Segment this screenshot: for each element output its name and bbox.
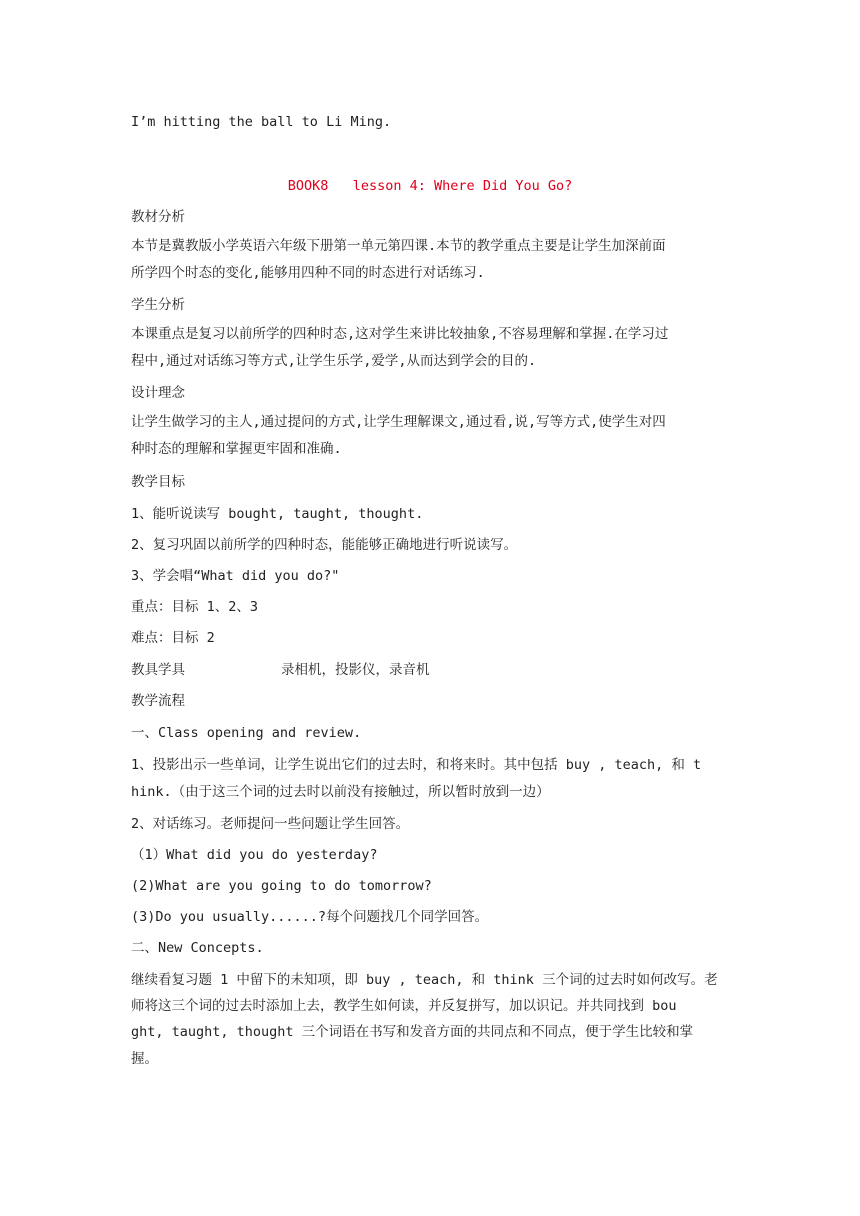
question-2: (2)What are you going to do tomorrow?: [131, 878, 432, 894]
part-1-item-2: 2、对话练习。老师提问一些问题让学生回答。: [131, 816, 410, 832]
goal-item-2: 2、复习巩固以前所学的四种时态，能能够正确地进行听说读写。: [131, 537, 518, 553]
question-3: (3)Do you usually......?每个问题找几个同学回答。: [131, 909, 489, 925]
textbook-line-1: 本节是冀教版小学英语六年级下册第一单元第四课.本节的教学重点主要是让学生加深前面: [131, 238, 666, 254]
section-heading-goals: 教学目标: [131, 474, 185, 490]
goal-item-1: 1、能听说读写 bought, taught, thought.: [131, 506, 424, 522]
difficult-point: 难点：目标 2: [131, 630, 215, 646]
part-1-title: 一、Class opening and review.: [131, 725, 362, 741]
part-2-line-2: 师将这三个词的过去时添加上去，教学生如何读，并反复拼写，加以识记。并共同找到 bou: [131, 998, 677, 1014]
teaching-aids-line: [131, 661, 741, 679]
section-heading-design: 设计理念: [131, 385, 185, 401]
design-line-1: 让学生做学习的主人,通过提问的方式,让学生理解课文,通过看,说,写等方式,使学生对四: [131, 414, 666, 430]
top-line: I’m hitting the ball to Li Ming.: [131, 114, 392, 130]
question-1: （1）What did you do yesterday?: [131, 847, 378, 863]
section-heading-textbook: 教材分析: [131, 209, 185, 225]
part-2-line-4: 握。: [131, 1051, 158, 1067]
teaching-aids-value: 录相机，投影仪，录音机: [281, 662, 430, 678]
textbook-line-2: 所学四个时态的变化,能够用四种不同的时态进行对话练习.: [131, 265, 485, 281]
student-line-2: 程中,通过对话练习等方式,让学生乐学,爱学,从而达到学会的目的.: [131, 353, 537, 369]
key-point: 重点：目标 1、2、3: [131, 599, 259, 615]
part-2-line-3: ght, taught, thought 三个词语在书写和发音方面的共同点和不同点，便于学生比较和掌: [131, 1024, 694, 1040]
part-1-item-1-line-2: hink.（由于这三个词的过去时以前没有接触过，所以暂时放到一边）: [131, 784, 550, 800]
teaching-aids-label: 教具学具: [131, 662, 185, 678]
section-heading-student: 学生分析: [131, 297, 185, 313]
part-2-line-1: 继续看复习题 1 中留下的未知项，即 buy , teach, 和 think 三个词的过去时如何改写。老: [131, 972, 718, 988]
part-2-title: 二、New Concepts.: [131, 940, 264, 956]
student-line-1: 本课重点是复习以前所学的四种时态,这对学生来讲比较抽象,不容易理解和掌握.在学习过: [131, 326, 669, 342]
design-line-2: 种时态的理解和掌握更牢固和准确.: [131, 441, 342, 457]
part-1-item-1-line-1: 1、投影出示一些单词，让学生说出它们的过去时，和将来时。其中包括 buy , teach, 和 t: [131, 757, 702, 773]
goal-item-3: 3、学会唱“What did you do?": [131, 568, 340, 584]
lesson-title: BOOK8 lesson 4: Where Did You Go?: [287, 178, 573, 194]
section-heading-process: 教学流程: [131, 693, 185, 709]
